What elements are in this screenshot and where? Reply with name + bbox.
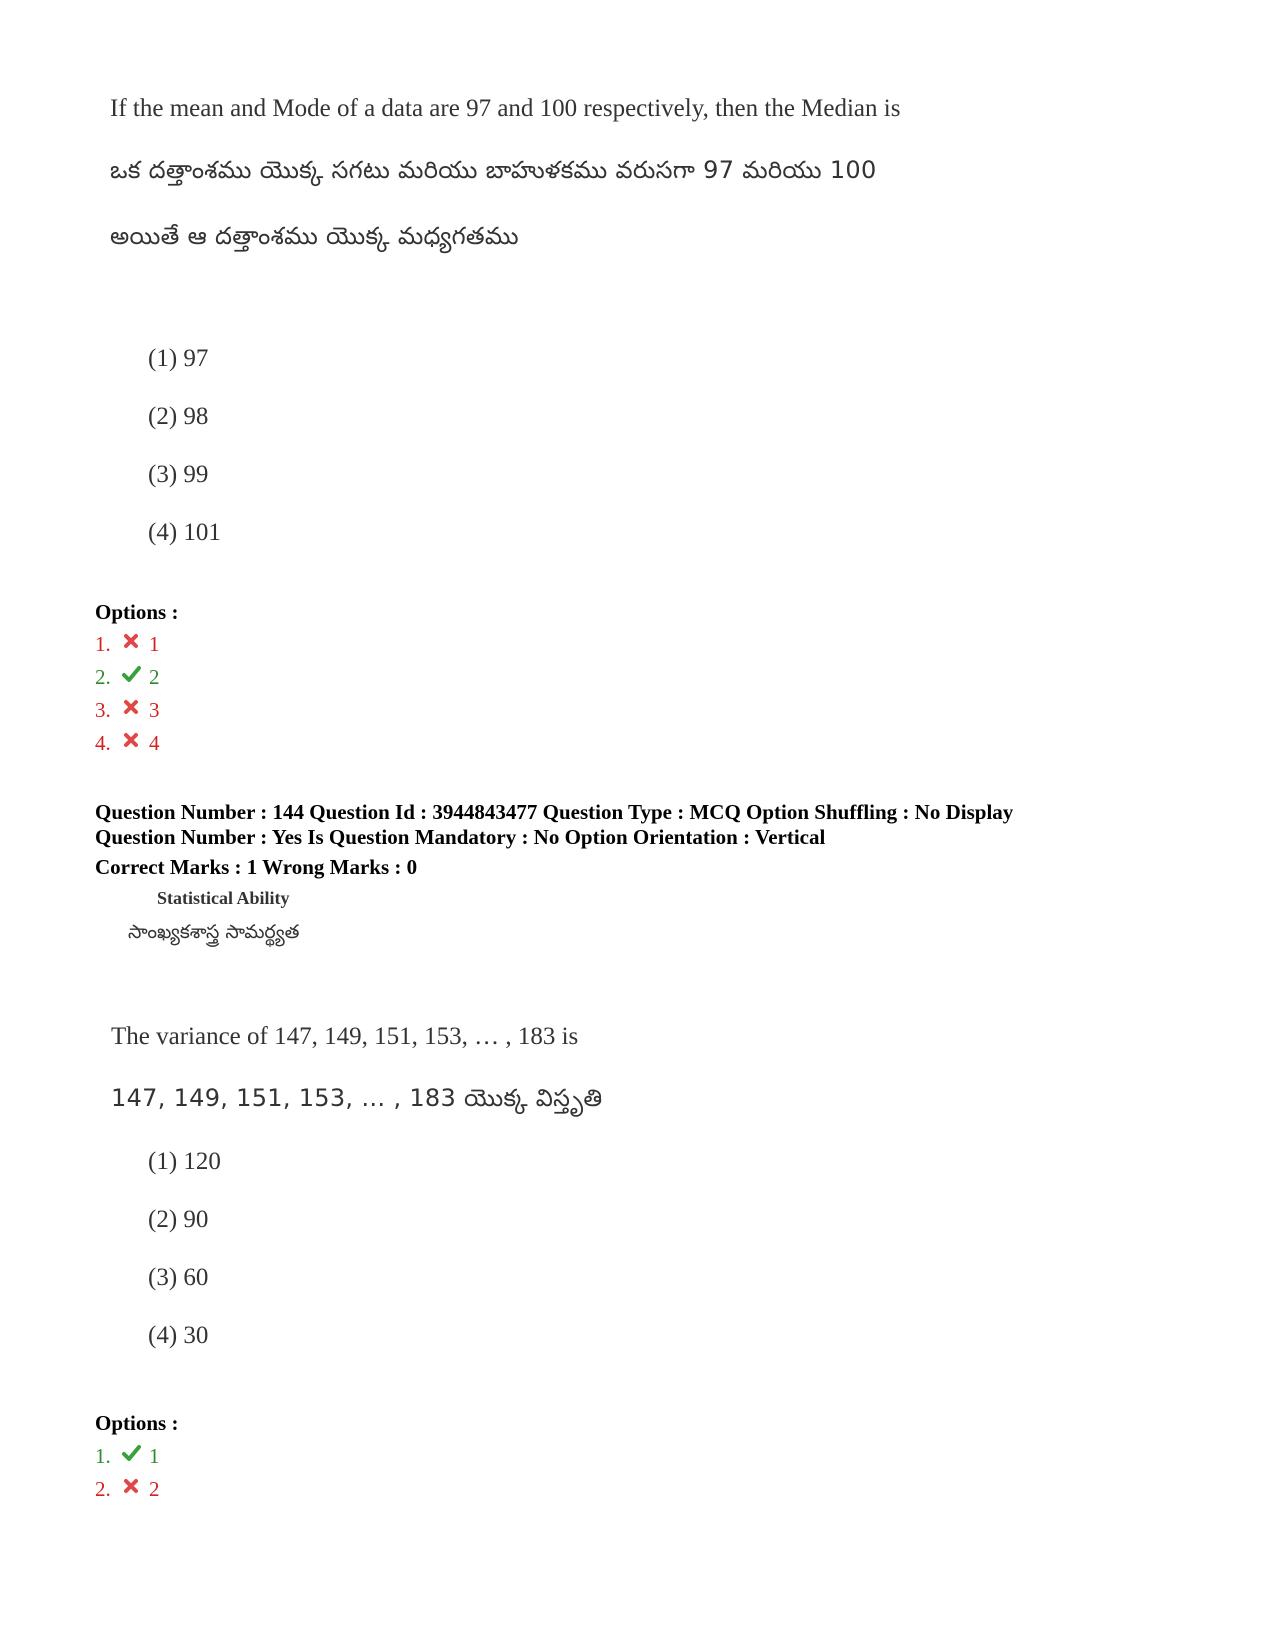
q144-text-en: The variance of 147, 149, 151, 153, … , 183 is [111, 1023, 579, 1050]
q144-option-1 [95, 1444, 160, 1469]
cross-icon [121, 697, 145, 717]
option-label: 1 [149, 632, 160, 656]
option-label: 1 [149, 1444, 160, 1468]
q143-choice-2: (2) 98 [148, 403, 209, 430]
q144-subject-en: Statistical Ability [157, 888, 290, 908]
q144-choice-3: (3) 60 [148, 1264, 209, 1291]
option-label: 4 [149, 731, 160, 755]
q144-meta-line1: Question Number : 144 Question Id : 3944843477 Question Type : MCQ Option Shuffling : No Display [95, 800, 1014, 824]
q143-text-te-line2: అయితే ఆ దత్తాంశము యొక్క మధ్యగతము [110, 222, 519, 250]
cross-icon [121, 730, 145, 750]
option-number: 1. [95, 1444, 111, 1468]
q143-text-te-line1: ఒక దత్తాంశము యొక్క సగటు మరియు బాహుళకము వరుసగా 97 మరియు 100 [110, 156, 877, 184]
option-label: 2 [149, 1477, 160, 1501]
q144-choice-2: (2) 90 [148, 1206, 209, 1233]
q143-option-4 [95, 731, 160, 756]
q144-options-heading: Options : [95, 1411, 179, 1435]
q143-text-en: If the mean and Mode of a data are 97 and 100 respectively, then the Median is [110, 95, 901, 122]
option-label: 3 [149, 698, 160, 722]
q144-choice-4: (4) 30 [148, 1322, 209, 1349]
q144-text-te: 147, 149, 151, 153, … , 183 యొక్క విస్తృతి [111, 1084, 603, 1112]
q143-options-heading: Options : [95, 600, 179, 624]
check-icon [121, 664, 145, 684]
option-label: 2 [149, 665, 160, 689]
option-number: 3. [95, 698, 111, 722]
q143-choice-4: (4) 101 [148, 519, 221, 546]
q143-option-3 [95, 698, 160, 723]
q143-option-1 [95, 632, 160, 657]
q143-choice-1: (1) 97 [148, 345, 209, 372]
check-icon [121, 1443, 145, 1463]
q144-choice-1: (1) 120 [148, 1148, 221, 1175]
q143-option-2 [95, 665, 160, 690]
q143-choice-3: (3) 99 [148, 461, 209, 488]
q144-subject-te: సాంఖ్యకశాస్త్ర సామర్థ్యత [128, 921, 300, 943]
cross-icon [121, 1476, 145, 1496]
q144-meta-line3: Correct Marks : 1 Wrong Marks : 0 [95, 855, 418, 879]
q144-meta-line2: Question Number : Yes Is Question Mandatory : No Option Orientation : Vertical [95, 825, 826, 849]
option-number: 4. [95, 731, 111, 755]
option-number: 2. [95, 1477, 111, 1501]
option-number: 1. [95, 632, 111, 656]
q144-option-2 [95, 1477, 160, 1502]
cross-icon [121, 631, 145, 651]
option-number: 2. [95, 665, 111, 689]
